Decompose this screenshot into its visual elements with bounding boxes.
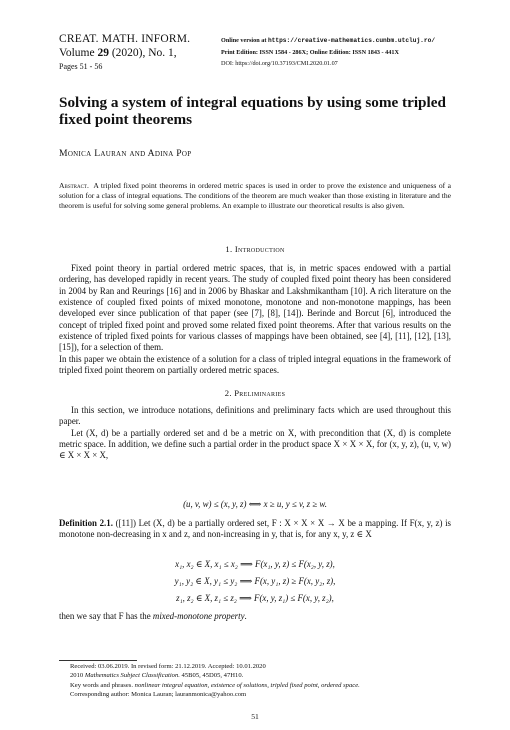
page-number: 51 bbox=[251, 712, 259, 721]
keywords: Key words and phrases. nonlinear integral equation, existence of solutions, tripled fixed point, ordered space. bbox=[70, 681, 360, 689]
introduction-body bbox=[59, 263, 451, 376]
definition-2-1 bbox=[59, 518, 451, 541]
mixed-monotone-sentence: then we say that F has the mixed-monotone property. bbox=[59, 611, 247, 621]
article-title: Solving a system of integral equations by using some tripled fixed point theorems bbox=[59, 94, 446, 128]
abstract bbox=[59, 181, 451, 212]
abstract-label: Abstract. bbox=[59, 181, 89, 190]
definition-label: Definition 2.1. bbox=[59, 518, 113, 528]
journal-pages: Pages 51 - 56 bbox=[59, 62, 103, 71]
edition-info bbox=[221, 35, 501, 70]
preliminaries-body bbox=[59, 405, 451, 462]
msc-classification: 2010 Mathematics Subject Classification. 45B05, 45D05, 47H10. bbox=[70, 672, 244, 680]
definition-text: ([11]) Let (X, d) be a partially ordered set, F : X × X × X → X be a mapping. If F(x, y, z) is monotone non-decreasing in x and z, and non-increasing in y, that is, for any x, y, z ∈ X bbox=[59, 518, 452, 540]
monotone-equations bbox=[59, 556, 451, 607]
abstract-text: A tripled fixed point theorems in ordered metric spaces is used in order to prove the existence and uniqueness of a solution for a class of integral equations. The conditions of the theorem are much weaker than those existing in literature and the theorem is useful for solving some general problems. An example to illustrate our theoretical results is also given. bbox=[59, 181, 451, 211]
section-heading-introduction: 1. Introduction bbox=[225, 244, 285, 254]
equation-line: x₁, x₂ ∈ X, x₁ ≤ x₂ ⟹ F(x₁, y, z) ≤ F(x₂, y, z), bbox=[175, 559, 335, 569]
equation-line: y₁, y₂ ∈ X, y₁ ≤ y₂ ⟹ F(x, y₁, z) ≥ F(x, y₂, z), bbox=[174, 576, 336, 586]
journal-volume: Volume 29 (2020), No. 1, bbox=[59, 47, 177, 59]
article-authors: Monica Lauran and Adina Pop bbox=[59, 148, 192, 159]
footnote-rule bbox=[59, 660, 137, 661]
intro-paragraph-1: Fixed point theory in partial ordered metric spaces, that is, in metric spaces endowed with a partial ordering, has developed rapidly in recent years. The study of coupled fixed point theory has been considered in 2004 by Ran and Reurings [16] and in 2006 by Bhaskar and Lakshmikantham [10]. A rich literature on the existence of coupled fixed points of mixed monotone, monotone and non-monotone mappings, has been developed ever since publication of that paper (see [7], [8], [14]). Berinde and Borcut [6], introduced the concept of tripled fixed point and proved some related fixed point theorems. After that various results on the existence of tripled fixed points for various classes of mappings have been obtained, see [4], [11], [12], [13], [15]), for a selection of them. bbox=[59, 263, 451, 353]
order-equation: (u, v, w) ≤ (x, y, z) ⟺ x ≥ u, y ≤ v, z ≥ w. bbox=[183, 499, 327, 509]
corresponding-author: Corresponding author: Monica Lauran; lauranmonica@yahoo.com bbox=[70, 691, 247, 699]
received-dates: Received: 03.06.2019. In revised form: 21.12.2019. Accepted: 10.01.2020 bbox=[70, 663, 266, 670]
prelim-paragraph-1: In this section, we introduce notations, definitions and preliminary facts which are used throughout this paper. bbox=[59, 405, 451, 427]
issn-line: Print Edition: ISSN 1584 - 286X; Online Edition: ISSN 1843 - 441X bbox=[221, 48, 399, 56]
prelim-paragraph-2: Let (X, d) be a partially ordered set and d be a metric on X, with precondition that (X, d) is complete metric space. In addition, we define such a partial order in the product space X × X × X, for (x, y, z), (u, v, w) ∈ X × X × X, bbox=[59, 427, 451, 461]
doi-line[interactable]: DOI: https://doi.org/10.37193/CMI.2020.01.07 bbox=[221, 60, 338, 68]
intro-paragraph-2: In this paper we obtain the existence of a solution for a class of tripled integral equations in the framework of tripled fixed point theorem on partially ordered metric spaces. bbox=[59, 353, 451, 376]
journal-header bbox=[59, 32, 229, 73]
footnotes bbox=[70, 662, 460, 700]
online-version: Online version at https://creative-mathematics.cunbm.utcluj.ro/ bbox=[221, 37, 436, 44]
equation-line: z₁, z₂ ∈ X, z₁ ≤ z₂ ⟹ F(x, y, z₁) ≤ F(x, y, z₂), bbox=[176, 593, 334, 603]
journal-name: CREAT. MATH. INFORM. bbox=[59, 33, 191, 45]
online-url[interactable]: https://creative-mathematics.cunbm.utcluj.ro/ bbox=[267, 37, 436, 44]
section-heading-preliminaries: 2. Preliminaries bbox=[224, 388, 286, 398]
